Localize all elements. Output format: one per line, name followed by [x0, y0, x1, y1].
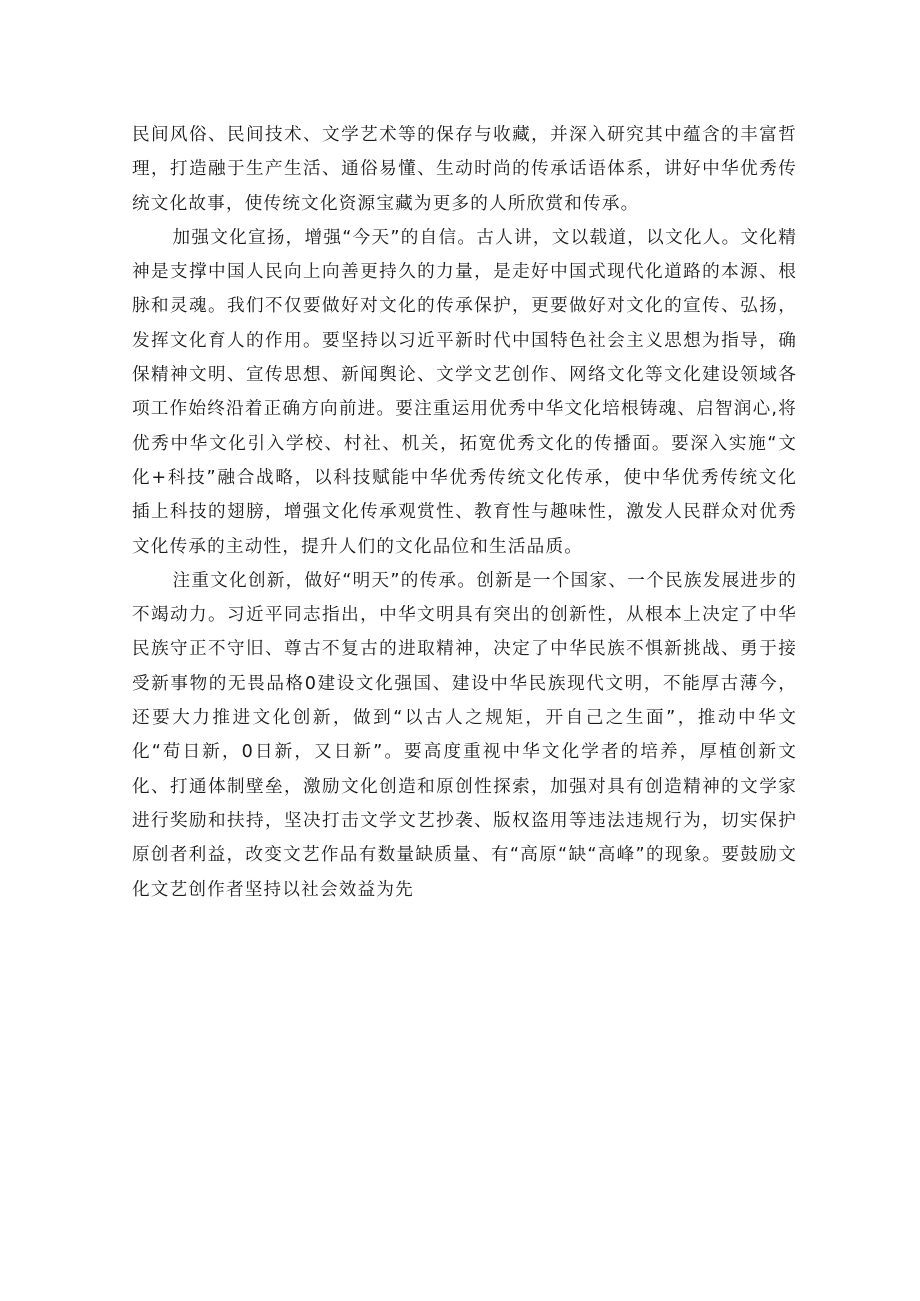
- document-page: [132, 118, 797, 907]
- paragraph-2: 加强文化宣扬，增强“今天”的自信。古人讲，文以载道，以文化人。文化精神是支撑中国人民向上向善更持久的力量，是走好中国式现代化道路的本源、根脉和灵魂。我们不仅要做好对文化的传承保护，更要做好对文化的宣传、弘扬，发挥文化育人的作用。要坚持以习近平新时代中国特色社会主义思想为指导，确保精神文明、宣传思想、新闻舆论、文学文艺创作、网络文化等文化建设领域各项工作始终沿着正确方向前进。要注重运用优秀中华文化培根铸魂、启智润心,将优秀中华文化引入学校、村社、机关，拓宽优秀文化的传播面。要深入实施“文化+科技”融合战略，以科技赋能中华优秀传统文化传承，使中华优秀传统文化插上科技的翅膀，增强文化传承观赏性、教育性与趣味性，激发人民群众对优秀文化传承的主动性，提升人们的文化品位和生活品质。: [132, 227, 797, 557]
- paragraph-1: 民间风俗、民间技术、文学艺术等的保存与收藏，并深入研究其中蕴含的丰富哲理，打造融于生产生活、通俗易懂、生动时尚的传承话语体系，讲好中华优秀传统文化故事，使传统文化资源宝藏为更多的人所欣赏和传承。: [132, 125, 797, 214]
- paragraph-3: 注重文化创新，做好“明天”的传承。创新是一个国家、一个民族发展进步的不竭动力。习近平同志指出，中华文明具有突出的创新性，从根本上决定了中华民族守正不守旧、尊古不复古的进取精神，决定了中华民族不惧新挑战、勇于接受新事物的无畏品格0建设文化强国、建设中华民族现代文明，不能厚古薄今，还要大力推进文化创新，做到“以古人之规矩，开自己之生面”，推动中华文化“荀日新，0日新，又日新”。要高度重视中华文化学者的培养，厚植创新文化、打通体制壁垒，激励文化创造和原创性探索，加强对具有创造精神的文学家进行奖励和扶持，坚决打击文学文艺抄袭、版权盗用等违法违规行为，切实保护原创者利益，改变文艺作品有数量缺质量、有“高原“缺“高峰”的现象。要鼓励文化文艺创作者坚持以社会效益为先: [132, 570, 797, 900]
